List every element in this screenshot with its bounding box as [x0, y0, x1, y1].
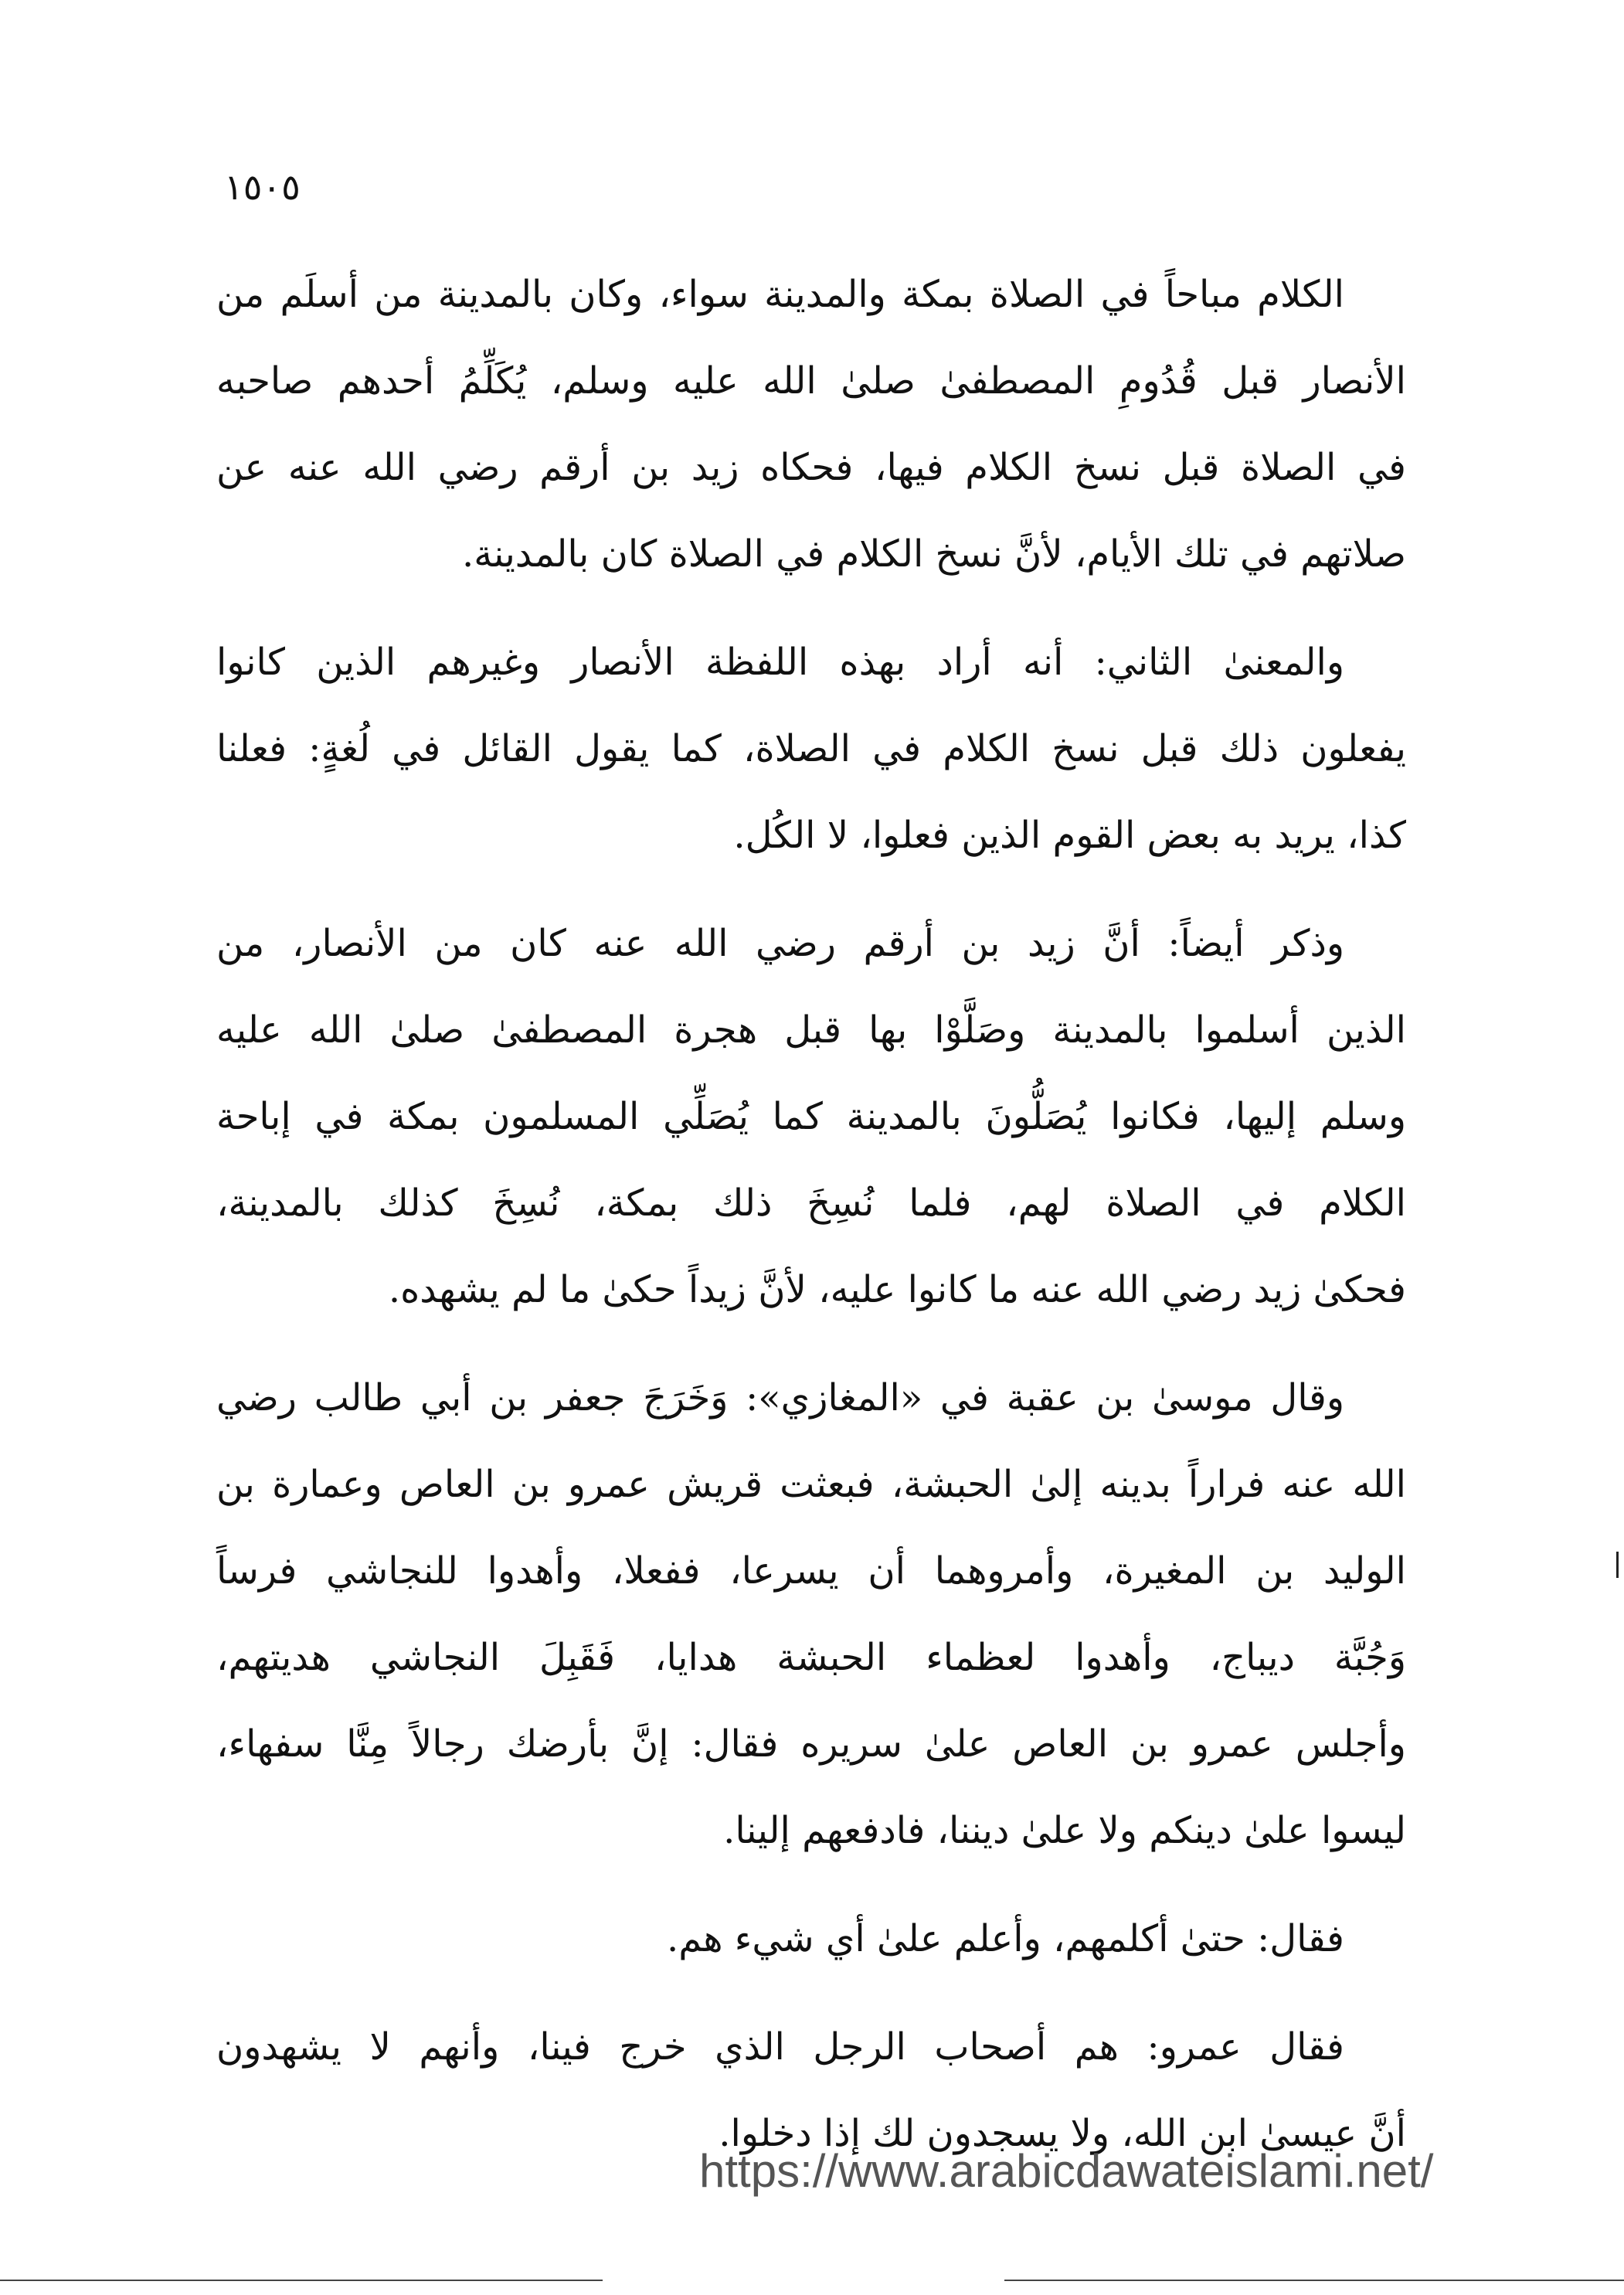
text-line: وأجلس عمرو بن العاص علىٰ سريره فقال: إنَّ بأرضك رجالاً مِنَّا سفهاء، — [216, 1722, 1406, 1766]
text-line: وقال موسىٰ بن عقبة في «المغازي»: وَخَرَجَ جعفر بن أبي طالب رضي — [216, 1376, 1344, 1420]
text-line: صلاتهم في تلك الأيام، لأنَّ نسخ الكلام في الصلاة كان بالمدينة. — [461, 532, 1406, 576]
text-line: فحكىٰ زيد رضي الله عنه ما كانوا عليه، لأنَّ زيداً حكىٰ ما لم يشهده. — [388, 1268, 1406, 1311]
text-line: كذا، يريد به بعض القوم الذين فعلوا، لا الكُل. — [733, 814, 1406, 857]
bottom-rule — [1004, 2280, 1624, 2281]
text-line: يفعلون ذلك قبل نسخ الكلام في الصلاة، كما يقول القائل في لُغةٍ: فعلنا — [216, 727, 1406, 770]
text-line: فقال: حتىٰ أكلمهم، وأعلم علىٰ أي شيء هم. — [666, 1917, 1344, 1960]
text-line: وسلم إليها، فكانوا يُصَلُّونَ بالمدينة كما يُصَلِّي المسلمون بمكة في إباحة — [216, 1095, 1406, 1138]
page-body — [216, 251, 1406, 2198]
margin-mark — [1616, 1552, 1619, 1578]
text-line: والمعنىٰ الثاني: أنه أراد بهذه اللفظة الأنصار وغيرهم الذين كانوا — [216, 641, 1344, 684]
paragraph-1 — [216, 251, 1406, 597]
text-line: وَجُبَّة ديباج، وأهدوا لعظماء الحبشة هدايا، فَقَبِلَ النجاشي هديتهم، — [216, 1636, 1406, 1679]
watermark-url: https://www.arabicdawateislami.net/ — [699, 2145, 1434, 2197]
paragraph-3 — [216, 900, 1406, 1333]
paragraph-4 — [216, 1355, 1406, 1874]
page-number: ١٥٠٥ — [224, 166, 301, 208]
text-line: الله عنه فراراً بدينه إلىٰ الحبشة، فبعثت قريش عمرو بن العاص وعمارة بن — [216, 1463, 1407, 1506]
text-line: أنَّ عيسىٰ ابن الله، ولا يسجدون لك إذا دخلوا. — [719, 2112, 1406, 2155]
text-line: الكلام في الصلاة لهم، فلما نُسِخَ ذلك بمكة، نُسِخَ كذلك بالمدينة، — [216, 1182, 1406, 1225]
paragraph-5 — [216, 1896, 1406, 1982]
bottom-rule — [0, 2280, 603, 2281]
text-line: الأنصار قبل قُدُومِ المصطفىٰ صلىٰ الله عليه وسلم، يُكَلِّمُ أحدهم صاحبه — [216, 359, 1406, 403]
text-line: الكلام مباحاً في الصلاة بمكة والمدينة سواء، وكان بالمدينة من أسلَم من — [216, 273, 1344, 316]
text-line: الوليد بن المغيرة، وأمروهما أن يسرعا، ففعلا، وأهدوا للنجاشي فرساً — [216, 1549, 1406, 1593]
text-line: وذكر أيضاً: أنَّ زيد بن أرقم رضي الله عنه كان من الأنصار، من — [216, 922, 1344, 965]
text-line: الذين أسلموا بالمدينة وصَلَّوْا بها قبل هجرة المصطفىٰ صلىٰ الله عليه — [216, 1008, 1406, 1052]
text-line: في الصلاة قبل نسخ الكلام فيها، فحكاه زيد بن أرقم رضي الله عنه عن — [216, 446, 1406, 489]
text-line: ليسوا علىٰ دينكم ولا علىٰ ديننا، فادفعهم إلينا. — [723, 1809, 1406, 1852]
paragraph-2 — [216, 619, 1406, 879]
text-line: فقال عمرو: هم أصحاب الرجل الذي خرج فينا، وأنهم لا يشهدون — [216, 2025, 1344, 2069]
